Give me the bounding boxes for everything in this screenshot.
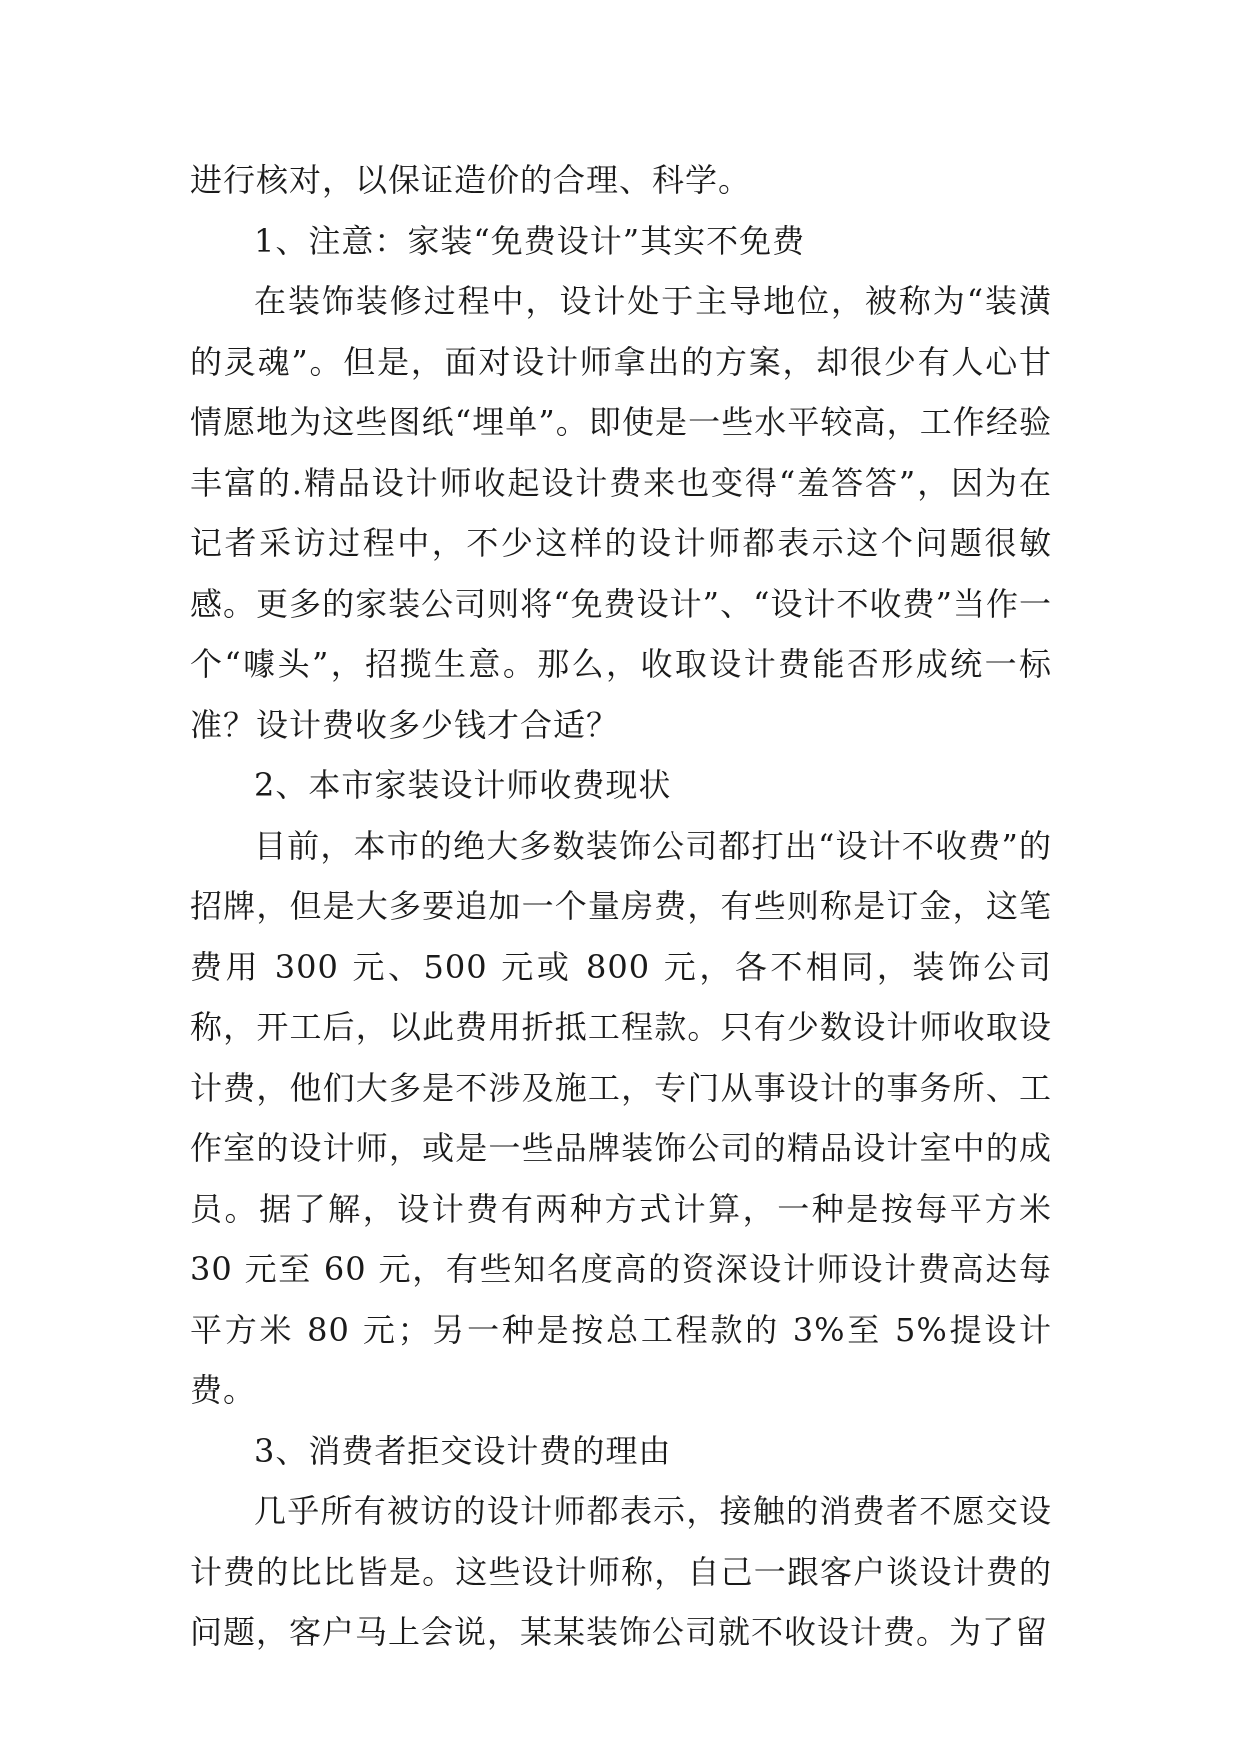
document-page xyxy=(190,150,1052,1663)
section-heading-1: 1、注意：家装“免费设计”其实不免费 xyxy=(254,221,806,260)
body-paragraph-2: 目前，本市的绝大多数装饰公司都打出“设计不收费”的招牌，但是大多要追加一个量房费，有些则称是订金，这笔费用 300 元、500 元或 800 元，各不相同，装饰公司称，开工后，以此费用折抵工程款。只有少数设计师收取设计费，他们大多是不涉及施工，专门从事设计的事务所、工作室的设计师，或是一些品牌装饰公司的精品设计室中的成员。据了解，设计费有两种方式计算，一种是按每平方米 30 元至 60 元，有些知名度高的资深设计师设计费高达每平方米 80 元；另一种是按总工程款的 3%至 5%提设计费。 xyxy=(190,826,1052,1409)
body-paragraph-3: 几乎所有被访的设计师都表示，接触的消费者不愿交设计费的比比皆是。这些设计师称，自己一跟客户谈设计费的问题，客户马上会说，某某装饰公司就不收设计费。为了留 xyxy=(190,1492,1052,1651)
section-heading-3: 3、消费者拒交设计费的理由 xyxy=(254,1431,672,1470)
section-heading-2: 2、本市家装设计师收费现状 xyxy=(254,766,672,804)
paragraph-continued: 进行核对，以保证造价的合理、科学。 xyxy=(190,161,752,199)
body-paragraph-1: 在装饰装修过程中，设计处于主导地位，被称为“装潢的灵魂”。但是，面对设计师拿出的方案，却很少有人心甘情愿地为这些图纸“埋单”。即使是一些水平较高，工作经验丰富的.精品设计师收起设计费来也变得“羞答答”，因为在记者采访过程中，不少这样的设计师都表示这个问题很敏感。更多的家装公司则将“免费设计”、“设计不收费”当作一个“噱头”，招揽生意。那么，收取设计费能否形成统一标准？设计费收多少钱才合适？ xyxy=(190,282,1052,744)
